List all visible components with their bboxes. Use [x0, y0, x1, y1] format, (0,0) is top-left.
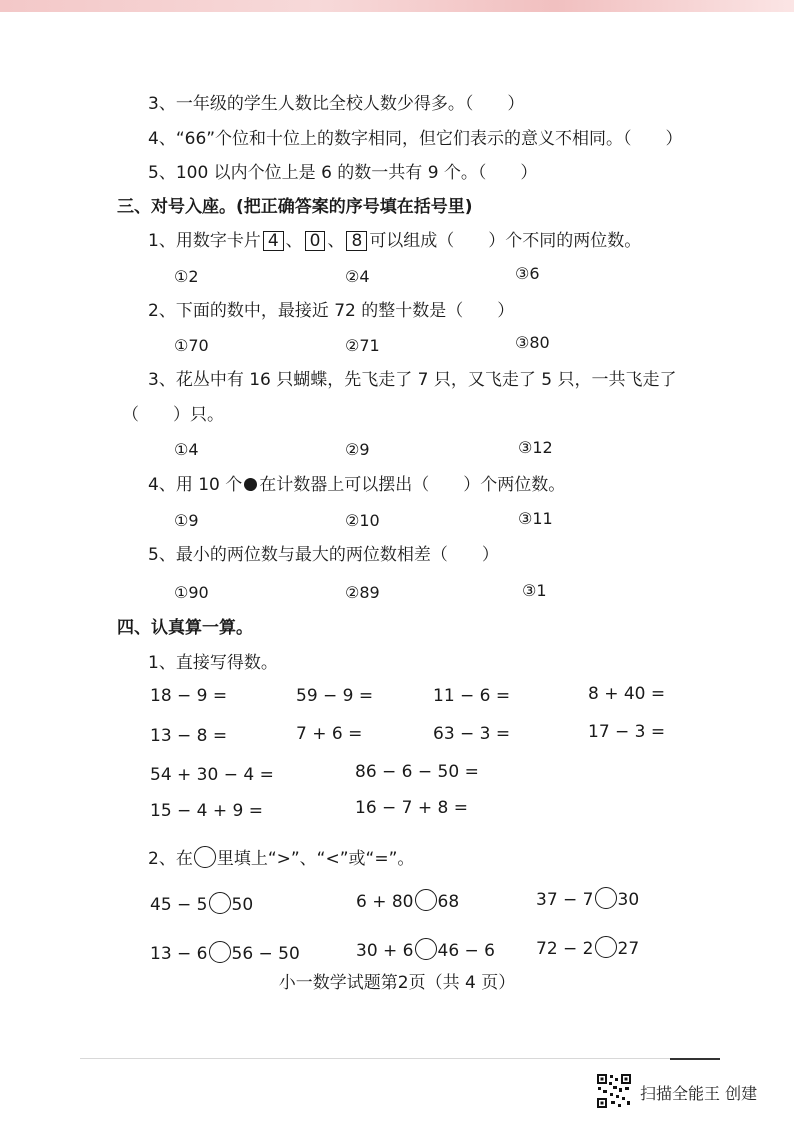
- choice-q5-option-3: ③1: [522, 581, 547, 600]
- calc-item: 63 − 3 =: [433, 724, 511, 744]
- compare-right: 50: [231, 895, 254, 915]
- calc-item: 7 + 6 =: [296, 724, 363, 744]
- compare-item: [150, 892, 253, 916]
- compare-item: [536, 887, 639, 911]
- bead-icon: [244, 478, 257, 491]
- calc-sub2-suffix: 里填上“>”、“<”或“=”。: [216, 849, 415, 869]
- judge-q3: 3、一年级的学生人数比全校人数少得多。（ ）: [148, 94, 525, 114]
- compare-right: 68: [437, 892, 460, 912]
- compare-left: 37 − 7: [536, 890, 594, 910]
- calc-sub1: 1、直接写得数。: [148, 653, 278, 673]
- compare-left: 6 + 80: [356, 892, 414, 912]
- choice-q3-option-2: ②9: [345, 440, 370, 459]
- qr-code-icon: [596, 1073, 632, 1109]
- calc-item: 11 − 6 =: [433, 686, 511, 706]
- answer-circle[interactable]: [415, 889, 437, 911]
- calc-item: 86 − 6 − 50 =: [355, 762, 479, 782]
- number-card-4: 4: [263, 231, 284, 251]
- calc-item: 59 − 9 =: [296, 686, 374, 706]
- calc-sub2-prefix: 2、在: [148, 849, 193, 869]
- compare-right: 56 − 50: [231, 944, 300, 964]
- compare-right: 30: [617, 890, 640, 910]
- choice-q2-option-1: ①70: [174, 336, 209, 355]
- choice-q1-prefix: 1、用数字卡片: [148, 231, 261, 251]
- compare-item: [536, 936, 639, 960]
- choice-q1-suffix: 可以组成（ ）个不同的两位数。: [369, 231, 642, 251]
- judge-q4: 4、“66”个位和十位上的数字相同，但它们表示的意义不相同。（ ）: [148, 129, 683, 149]
- choice-q1-option-1: ①2: [174, 267, 199, 286]
- choice-q1: [148, 230, 641, 252]
- scan-edge-line: [80, 1058, 720, 1059]
- compare-item: [150, 941, 300, 965]
- choice-q3-line1: 3、花丛中有 16 只蝴蝶，先飞走了 7 只，又飞走了 5 只，一共飞走了: [148, 370, 677, 390]
- choice-q1-option-3: ③6: [515, 264, 540, 283]
- compare-left: 72 − 2: [536, 939, 594, 959]
- scan-edge-mark: [670, 1058, 720, 1060]
- choice-q2-option-2: ②71: [345, 336, 380, 355]
- answer-circle[interactable]: [415, 938, 437, 960]
- choice-q2-option-3: ③80: [515, 333, 550, 352]
- choice-q3-option-1: ①4: [174, 440, 199, 459]
- choice-q1-option-2: ②4: [345, 267, 370, 286]
- choice-q4-suffix: 在计数器上可以摆出（ ）个两位数。: [259, 475, 566, 495]
- calc-item: 17 − 3 =: [588, 722, 666, 742]
- section-calc-heading: 四、认真算一算。: [117, 618, 253, 638]
- choice-q5-option-1: ①90: [174, 583, 209, 602]
- answer-circle[interactable]: [595, 887, 617, 909]
- compare-right: 27: [617, 939, 640, 959]
- calc-item: 16 − 7 + 8 =: [355, 798, 469, 818]
- calc-item: 54 + 30 − 4 =: [150, 765, 274, 785]
- choice-q3-line2: （ ）只。: [122, 405, 224, 425]
- compare-item: [356, 889, 459, 913]
- calc-item: 15 − 4 + 9 =: [150, 801, 264, 821]
- calc-item: 8 + 40 =: [588, 684, 666, 704]
- choice-q4-option-1: ①9: [174, 511, 199, 530]
- calc-item: 13 − 8 =: [150, 726, 228, 746]
- choice-q5: 5、最小的两位数与最大的两位数相差（ ）: [148, 545, 499, 565]
- judge-q5: 5、100 以内个位上是 6 的数一共有 9 个。（ ）: [148, 163, 538, 183]
- number-card-0: 0: [305, 231, 326, 251]
- answer-circle[interactable]: [209, 892, 231, 914]
- compare-left: 45 − 5: [150, 895, 208, 915]
- number-card-8: 8: [346, 231, 367, 251]
- scanner-watermark: 扫描全能王 创建: [640, 1084, 758, 1103]
- choice-q4: [148, 474, 565, 496]
- choice-q4-option-3: ③11: [518, 509, 553, 528]
- separator: 、: [285, 231, 303, 251]
- calc-sub2: [148, 846, 414, 870]
- choice-q4-prefix: 4、用 10 个: [148, 475, 243, 495]
- section-choice-heading: 三、对号入座。(把正确答案的序号填在括号里): [117, 197, 473, 217]
- choice-q2: 2、下面的数中，最接近 72 的整十数是（ ）: [148, 301, 515, 321]
- choice-q5-option-2: ②89: [345, 583, 380, 602]
- separator: 、: [327, 231, 345, 251]
- choice-q4-option-2: ②10: [345, 511, 380, 530]
- compare-right: 46 − 6: [437, 941, 495, 961]
- blank-circle-icon: [194, 846, 216, 868]
- compare-left: 13 − 6: [150, 944, 208, 964]
- compare-item: [356, 938, 495, 962]
- compare-left: 30 + 6: [356, 941, 414, 961]
- answer-circle[interactable]: [209, 941, 231, 963]
- page-footer: 小一数学试题第2页（共 4 页）: [278, 973, 516, 993]
- answer-circle[interactable]: [595, 936, 617, 958]
- choice-q3-option-3: ③12: [518, 438, 553, 457]
- calc-item: 18 − 9 =: [150, 686, 228, 706]
